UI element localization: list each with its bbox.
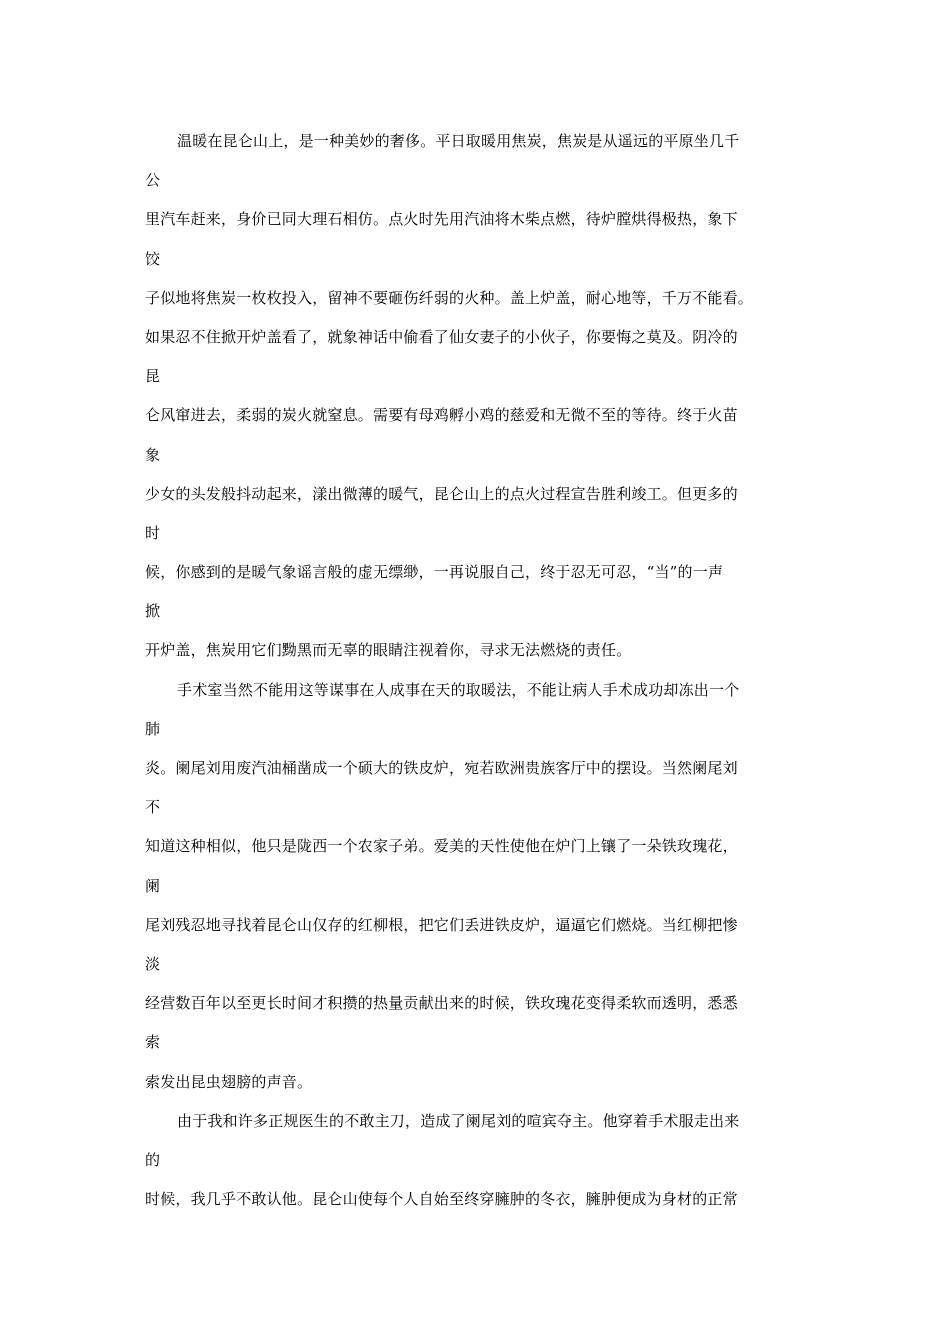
text-line: 索: [145, 1033, 161, 1052]
text-line: 掀: [145, 602, 161, 621]
text-line: 昆: [145, 367, 161, 386]
text-line: 时: [145, 523, 161, 542]
text-line: 饺: [145, 249, 161, 268]
text-line: 经营数百年以至更长时间才积攒的热量贡献出来的时候，铁玫瑰花变得柔软而透明，悉悉: [145, 994, 738, 1013]
text-line: 子似地将焦炭一枚枚投入，留神不要砸伤纤弱的火种。盖上炉盖，耐心地等，千万不能看。: [145, 288, 754, 307]
text-line: 的: [145, 1150, 161, 1169]
text-line: 候，你感到的是暖气象谣言般的虚无缥缈，一再说服自己，终于忍无可忍，“当”的一声: [145, 563, 724, 582]
text-line: 知道这种相似，他只是陇西一个农家子弟。爱美的天性使他在炉门上镶了一朵铁玫瑰花，: [145, 837, 738, 856]
text-line: 象: [145, 445, 161, 464]
text-line: 尾刘残忍地寻找着昆仑山仅存的红柳根，把它们丢进铁皮炉，逼逼它们燃烧。当红柳把惨: [145, 915, 738, 934]
text-line: 肺: [145, 719, 161, 738]
text-line: 手术室当然不能用这等谋事在人成事在天的取暖法，不能让病人手术成功却冻出一个: [177, 680, 740, 699]
text-line: 少女的头发般抖动起来，漾出微薄的暖气，昆仑山上的点火过程宣告胜利竣工。但更多的: [145, 484, 738, 503]
text-line: 炎。阑尾刘用废汽油桶凿成一个硕大的铁皮炉，宛若欧洲贵族客厅中的摆设。当然阑尾刘: [145, 759, 738, 777]
text-line: 公: [145, 171, 161, 190]
text-line: 温暖在昆仑山上，是一种美妙的奢侈。平日取暖用焦炭，焦炭是从遥远的平原坐几千: [177, 132, 740, 150]
text-line: 索发出昆虫翅膀的声音。: [145, 1072, 313, 1091]
body-text: [145, 122, 810, 1219]
text-line: 阑: [145, 876, 161, 895]
text-line: 里汽车赶来，身价已同大理石相仿。点火时先用汽油将木柴点燃，待炉膛烘得极热，象下: [145, 210, 738, 229]
text-line: 淡: [145, 954, 161, 973]
text-line: 由于我和许多正规医生的不敢主刀，造成了阑尾刘的喧宾夺主。他穿着手术服走出来: [177, 1111, 740, 1130]
text-line: 如果忍不住掀开炉盖看了，就象神话中偷看了仙女妻子的小伙子，你要悔之莫及。阴冷的: [145, 327, 738, 346]
text-line: 时候，我几乎不敢认他。昆仑山使每个人自始至终穿臃肿的冬衣，臃肿便成为身材的正常: [145, 1190, 738, 1209]
text-line: 开炉盖，焦炭用它们黝黑而无辜的眼睛注视着你，寻求无法燃烧的责任。: [145, 641, 632, 660]
text-line: 仑风窜进去，柔弱的炭火就窒息。需要有母鸡孵小鸡的慈爱和无微不至的等待。终于火苗: [145, 406, 738, 425]
text-line: 不: [145, 798, 161, 817]
